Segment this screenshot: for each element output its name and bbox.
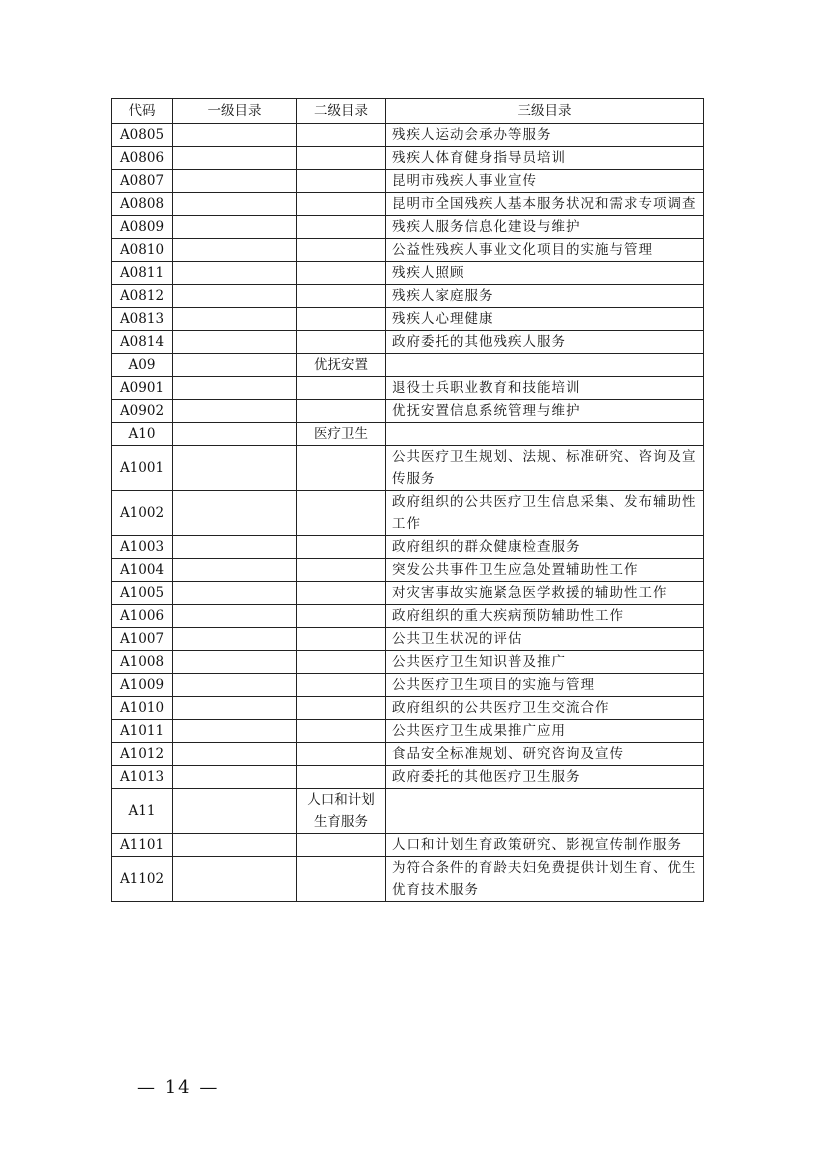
cell-level3: 残疾人运动会承办等服务 <box>386 124 704 147</box>
cell-level3: 突发公共事件卫生应急处置辅助性工作 <box>386 559 704 582</box>
cell-level2 <box>297 628 386 651</box>
table-row <box>112 124 704 147</box>
cell-code: A0812 <box>112 285 173 308</box>
cell-level1 <box>173 834 297 857</box>
cell-code: A0809 <box>112 216 173 239</box>
table-row <box>112 582 704 605</box>
cell-level1 <box>173 308 297 331</box>
cell-level2 <box>297 605 386 628</box>
cell-level2 <box>297 491 386 536</box>
cell-level3: 政府组织的公共医疗卫生交流合作 <box>386 697 704 720</box>
table-row <box>112 354 704 377</box>
table-row <box>112 170 704 193</box>
cell-level2 <box>297 124 386 147</box>
table-row <box>112 628 704 651</box>
cell-level3: 公共医疗卫生项目的实施与管理 <box>386 674 704 697</box>
cell-level2 <box>297 834 386 857</box>
header-code: 代码 <box>112 99 173 124</box>
cell-level2 <box>297 308 386 331</box>
cell-code: A10 <box>112 423 173 446</box>
header-level1: 一级目录 <box>173 99 297 124</box>
cell-level1 <box>173 216 297 239</box>
cell-level2 <box>297 857 386 902</box>
cell-level1 <box>173 354 297 377</box>
cell-code: A0806 <box>112 147 173 170</box>
cell-level2 <box>297 674 386 697</box>
cell-level1 <box>173 536 297 559</box>
cell-level1 <box>173 605 297 628</box>
cell-code: A1002 <box>112 491 173 536</box>
cell-level2 <box>297 743 386 766</box>
cell-code: A09 <box>112 354 173 377</box>
cell-level3: 政府组织的群众健康检查服务 <box>386 536 704 559</box>
cell-code: A1009 <box>112 674 173 697</box>
cell-code: A1101 <box>112 834 173 857</box>
table-row <box>112 559 704 582</box>
cell-level2 <box>297 400 386 423</box>
cell-level2 <box>297 147 386 170</box>
cell-code: A0807 <box>112 170 173 193</box>
cell-level2 <box>297 377 386 400</box>
cell-code: A1004 <box>112 559 173 582</box>
cell-level3: 政府组织的公共医疗卫生信息采集、发布辅助性工作 <box>386 491 704 536</box>
cell-code: A1003 <box>112 536 173 559</box>
cell-level3 <box>386 789 704 834</box>
table-row <box>112 651 704 674</box>
cell-level2 <box>297 559 386 582</box>
table-row <box>112 400 704 423</box>
cell-level1 <box>173 400 297 423</box>
cell-level2 <box>297 651 386 674</box>
cell-level3: 残疾人照顾 <box>386 262 704 285</box>
cell-level3: 优抚安置信息系统管理与维护 <box>386 400 704 423</box>
cell-level3: 残疾人服务信息化建设与维护 <box>386 216 704 239</box>
cell-level3: 公共医疗卫生成果推广应用 <box>386 720 704 743</box>
cell-level2 <box>297 239 386 262</box>
cell-level2 <box>297 285 386 308</box>
table-row <box>112 193 704 216</box>
header-level3: 三级目录 <box>386 99 704 124</box>
cell-level1 <box>173 857 297 902</box>
cell-level2 <box>297 446 386 491</box>
cell-level1 <box>173 559 297 582</box>
cell-level1 <box>173 674 297 697</box>
table-row <box>112 491 704 536</box>
cell-level1 <box>173 651 297 674</box>
cell-level1 <box>173 789 297 834</box>
cell-level2 <box>297 697 386 720</box>
cell-level1 <box>173 582 297 605</box>
cell-code: A0805 <box>112 124 173 147</box>
cell-level1 <box>173 446 297 491</box>
table-body <box>112 124 704 902</box>
cell-code: A0808 <box>112 193 173 216</box>
cell-level3: 残疾人体育健身指导员培训 <box>386 147 704 170</box>
cell-code: A1010 <box>112 697 173 720</box>
table-row <box>112 720 704 743</box>
table-row <box>112 766 704 789</box>
cell-level3 <box>386 354 704 377</box>
cell-level1 <box>173 239 297 262</box>
header-level2: 二级目录 <box>297 99 386 124</box>
table-row <box>112 239 704 262</box>
cell-level3: 退役士兵职业教育和技能培训 <box>386 377 704 400</box>
cell-code: A1013 <box>112 766 173 789</box>
cell-code: A1008 <box>112 651 173 674</box>
cell-level3: 昆明市全国残疾人基本服务状况和需求专项调查 <box>386 193 704 216</box>
cell-level1 <box>173 285 297 308</box>
cell-level1 <box>173 262 297 285</box>
cell-code: A0810 <box>112 239 173 262</box>
table-row <box>112 674 704 697</box>
cell-level1 <box>173 170 297 193</box>
table-row <box>112 262 704 285</box>
cell-level3: 政府委托的其他医疗卫生服务 <box>386 766 704 789</box>
cell-code: A0811 <box>112 262 173 285</box>
cell-code: A0901 <box>112 377 173 400</box>
cell-code: A1001 <box>112 446 173 491</box>
cell-level3: 公共卫生状况的评估 <box>386 628 704 651</box>
cell-level2 <box>297 170 386 193</box>
table-row <box>112 216 704 239</box>
cell-code: A0902 <box>112 400 173 423</box>
table-row <box>112 536 704 559</box>
table-row <box>112 308 704 331</box>
cell-level2 <box>297 720 386 743</box>
cell-level3: 为符合条件的育龄夫妇免费提供计划生育、优生优育技术服务 <box>386 857 704 902</box>
cell-level2: 优抚安置 <box>297 354 386 377</box>
cell-code: A1007 <box>112 628 173 651</box>
cell-level2: 医疗卫生 <box>297 423 386 446</box>
cell-level1 <box>173 193 297 216</box>
cell-level2 <box>297 216 386 239</box>
cell-level1 <box>173 720 297 743</box>
cell-code: A11 <box>112 789 173 834</box>
table-row <box>112 377 704 400</box>
cell-level1 <box>173 743 297 766</box>
cell-level1 <box>173 697 297 720</box>
cell-level3: 残疾人家庭服务 <box>386 285 704 308</box>
table-row <box>112 743 704 766</box>
cell-level3: 政府组织的重大疾病预防辅助性工作 <box>386 605 704 628</box>
table-row <box>112 147 704 170</box>
table-row <box>112 857 704 902</box>
cell-level3: 人口和计划生育政策研究、影视宣传制作服务 <box>386 834 704 857</box>
cell-level1 <box>173 491 297 536</box>
cell-level1 <box>173 147 297 170</box>
cell-level1 <box>173 628 297 651</box>
page-number: — 14 — <box>137 1077 220 1098</box>
cell-code: A0814 <box>112 331 173 354</box>
cell-level3: 残疾人心理健康 <box>386 308 704 331</box>
table-row <box>112 285 704 308</box>
cell-level1 <box>173 423 297 446</box>
cell-code: A1011 <box>112 720 173 743</box>
cell-level2: 人口和计划生育服务 <box>297 789 386 834</box>
table-row <box>112 331 704 354</box>
cell-level1 <box>173 377 297 400</box>
cell-level3: 食品安全标准规划、研究咨询及宣传 <box>386 743 704 766</box>
cell-level2 <box>297 331 386 354</box>
table-row <box>112 789 704 834</box>
cell-code: A1102 <box>112 857 173 902</box>
cell-level1 <box>173 331 297 354</box>
cell-code: A1012 <box>112 743 173 766</box>
cell-level3: 对灾害事故实施紧急医学救援的辅助性工作 <box>386 582 704 605</box>
table-row <box>112 834 704 857</box>
cell-level3: 公共医疗卫生规划、法规、标准研究、咨询及宣传服务 <box>386 446 704 491</box>
table-header-row <box>112 99 704 124</box>
cell-level3: 公益性残疾人事业文化项目的实施与管理 <box>386 239 704 262</box>
cell-level3: 政府委托的其他残疾人服务 <box>386 331 704 354</box>
table-row <box>112 605 704 628</box>
cell-level3 <box>386 423 704 446</box>
cell-level2 <box>297 536 386 559</box>
cell-level2 <box>297 193 386 216</box>
cell-level2 <box>297 766 386 789</box>
table-row <box>112 423 704 446</box>
cell-level2 <box>297 262 386 285</box>
table-row <box>112 446 704 491</box>
cell-level3: 昆明市残疾人事业宣传 <box>386 170 704 193</box>
cell-level1 <box>173 124 297 147</box>
cell-level3: 公共医疗卫生知识普及推广 <box>386 651 704 674</box>
cell-level2 <box>297 582 386 605</box>
table-row <box>112 697 704 720</box>
cell-code: A0813 <box>112 308 173 331</box>
cell-code: A1006 <box>112 605 173 628</box>
cell-level1 <box>173 766 297 789</box>
cell-code: A1005 <box>112 582 173 605</box>
catalog-table <box>111 98 704 902</box>
